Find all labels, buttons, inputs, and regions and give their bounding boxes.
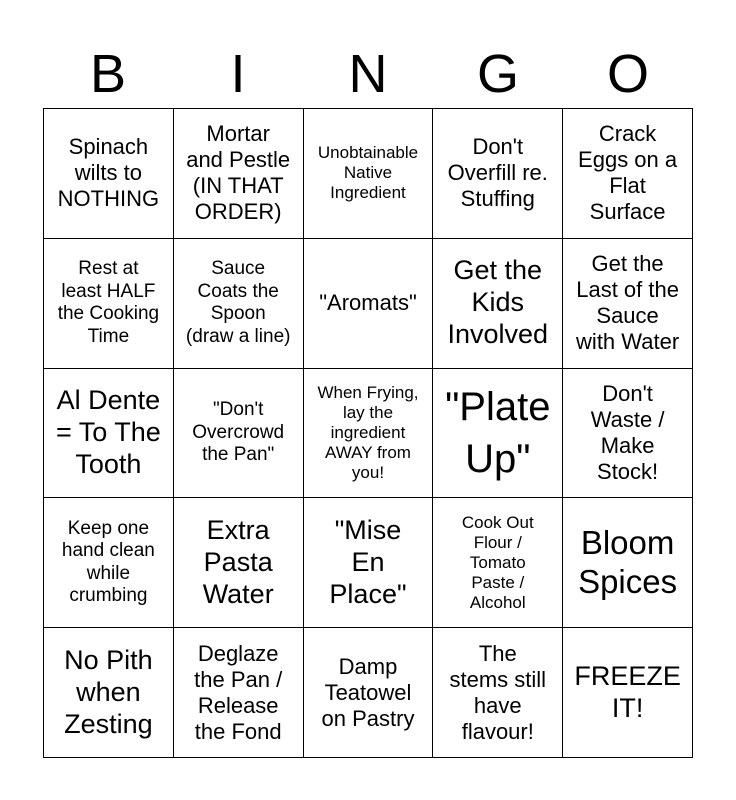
bingo-cell-r2c4[interactable] — [433, 239, 563, 369]
header-letter-o: O — [606, 44, 649, 104]
bingo-cell-r2c2[interactable] — [174, 239, 304, 369]
cell-text: FREEZE IT! — [574, 660, 681, 723]
cell-text: Keep one hand clean while crumbing — [61, 517, 155, 607]
bingo-cell-r2c3[interactable] — [304, 239, 434, 369]
cell-text: The stems still have flavour! — [449, 640, 547, 744]
bingo-cell-r2c5[interactable] — [563, 239, 693, 369]
bingo-header — [43, 40, 693, 108]
bingo-cell-r4c1[interactable] — [44, 498, 174, 628]
cell-text: Get the Last of the Sauce with Water — [576, 251, 680, 355]
cell-text: "Don't Overcrowd the Pan" — [192, 399, 285, 466]
bingo-cell-r4c3[interactable] — [304, 498, 434, 628]
bingo-board — [43, 108, 693, 758]
cell-text: Mortar and Pestle (IN THAT ORDER) — [186, 121, 291, 225]
cell-text: No Pith when Zesting — [64, 644, 153, 739]
bingo-cell-r1c2[interactable] — [174, 109, 304, 239]
cell-text: Bloom Spices — [578, 523, 678, 600]
cell-text: Unobtainable Native Ingredient — [317, 143, 419, 203]
bingo-cell-r4c4[interactable] — [433, 498, 563, 628]
bingo-cell-r3c5[interactable] — [563, 369, 693, 499]
cell-text: Extra Pasta Water — [202, 515, 274, 609]
bingo-cell-r1c5[interactable] — [563, 109, 693, 239]
bingo-cell-r5c2[interactable] — [174, 628, 304, 758]
bingo-cell-r3c3[interactable] — [304, 369, 434, 499]
cell-text: Sauce Coats the Spoon (draw a line) — [185, 258, 291, 347]
header-letter-b: B — [89, 44, 127, 104]
header-letter-n: N — [348, 44, 388, 104]
bingo-cell-r5c5[interactable] — [563, 628, 693, 758]
cell-text: Deglaze the Pan / Release the Fond — [194, 640, 283, 744]
bingo-cell-r5c3[interactable] — [304, 628, 434, 758]
bingo-cell-r3c2[interactable] — [174, 369, 304, 499]
cell-text: Spinach wilts to NOTHING — [57, 134, 160, 212]
header-letter-i: I — [230, 44, 246, 104]
cell-text: "Aromats" — [319, 290, 417, 316]
cell-text: Don't Overfill re. Stuffing — [447, 134, 548, 212]
bingo-cell-r5c4[interactable] — [433, 628, 563, 758]
bingo-cell-r5c1[interactable] — [44, 628, 174, 758]
bingo-cell-r2c1[interactable] — [44, 239, 174, 369]
cell-text: Rest at least HALF the Cooking Time — [57, 258, 160, 347]
cell-text: Crack Eggs on a Flat Surface — [578, 121, 678, 225]
cell-text: Don't Waste / Make Stock! — [590, 381, 665, 484]
cell-text: Get the Kids Involved — [447, 255, 549, 350]
cell-text: Cook Out Flour / Tomato Paste / Alcohol — [461, 512, 534, 612]
bingo-cell-r3c4[interactable] — [433, 369, 563, 499]
cell-text: Damp Teatowel on Pastry — [321, 653, 415, 731]
cell-text: Al Dente = To The Tooth — [55, 385, 161, 479]
cell-text: "Plate Up" — [445, 384, 551, 481]
bingo-cell-r1c3[interactable] — [304, 109, 434, 239]
cell-text: When Frying, lay the ingredient AWAY from you! — [317, 382, 419, 483]
cell-text: "Mise En Place" — [329, 515, 407, 609]
bingo-cell-r1c4[interactable] — [433, 109, 563, 239]
header-letter-g: G — [476, 44, 519, 104]
bingo-cell-r4c2[interactable] — [174, 498, 304, 628]
bingo-cell-r4c5[interactable] — [563, 498, 693, 628]
bingo-cell-r3c1[interactable] — [44, 369, 174, 499]
bingo-cell-r1c1[interactable] — [44, 109, 174, 239]
